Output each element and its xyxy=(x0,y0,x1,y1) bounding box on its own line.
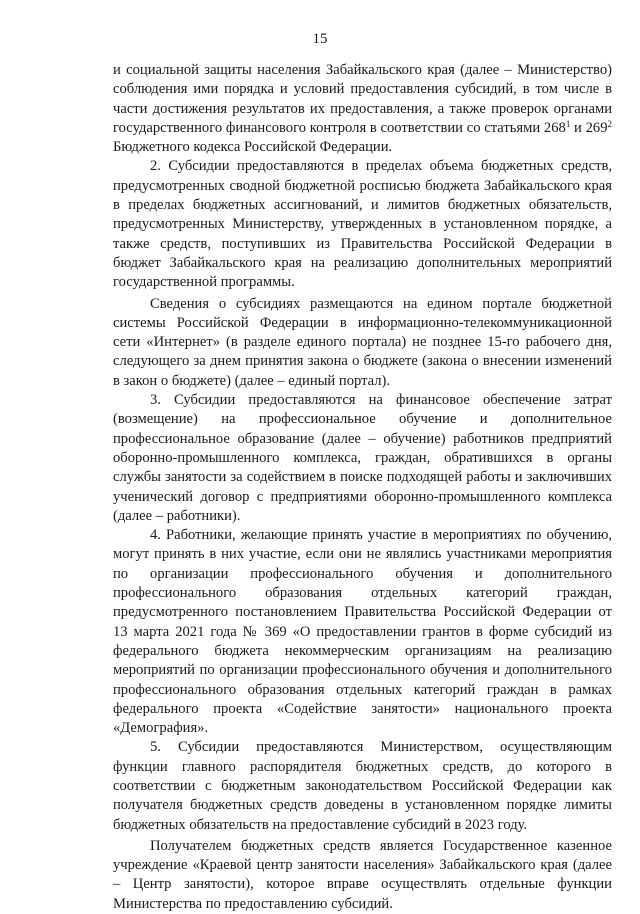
text-run: Бюджетного кодекса Российской Федерации. xyxy=(113,139,393,156)
paragraph-2: 2. Субсидии предоставляются в пределах объема бюджетных средств, предусмотренных сводной бюджетной росписью бюджета Забайкальского края в пределах бюджетных ассигнований, и лимитов бюджетных обязательств, предусмотренных Министерству, утвержденных в установленном порядке, а также средств, поступивших из Правительства Российской Федерации в бюджет Забайкальского края на реализацию дополнительных мероприятий государственной программы. xyxy=(113,158,612,291)
text-run: и социальной защиты населения Забайкальского края (далее – Министерство) соблюдения ими порядка и условий предоставления субсидий, в том числе в части достижения результатов их предоставления, а также проверок органами государственного финансового контроля в соответствии со статьями 268 xyxy=(113,62,612,136)
document-body xyxy=(113,61,612,914)
page-number: 15 xyxy=(312,31,328,47)
paragraph-continuation xyxy=(113,61,612,157)
paragraph-4: 4. Работники, желающие принять участие в мероприятиях по обучению, могут принять в них участие, если они не являлись участниками мероприятия по организации профессионального обучения и дополнительного профессионального образования отдельных категорий граждан, предусмотренного постановлением Правительства Российской Федерации от 13 марта 2021 года № 369 «О предоставлении грантов в форме субсидий из федерального бюджета некоммерческим организациям на реализацию мероприятий по организации профессионального обучения и дополнительного профессионального образования отдельных категорий граждан в рамках федерального проекта «Содействие занятости» национального проекта «Демография». xyxy=(113,527,612,737)
superscript: 2 xyxy=(607,118,612,129)
paragraph-5: 5. Субсидии предоставляются Министерством, осуществляющим функции главного распорядителя бюджетных средств, до которого в соответствии с бюджетным законодательством Российской Федерации как получателя бюджетных средств доведены в установленном порядке лимиты бюджетных обязательств на предоставление субсидий в 2023 году. xyxy=(113,739,612,833)
superscript: 1 xyxy=(565,118,571,129)
paragraph-5-recipient: Получателем бюджетных средств является Государственное казенное учреждение «Краевой центр занятости населения» Забайкальского края (далее – Центр занятости), которое вправе осуществлять отдельные функции Министерства по предоставлению субсидий. xyxy=(113,837,612,912)
paragraph-3: 3. Субсидии предоставляются на финансовое обеспечение затрат (возмещение) на профессиональное обучение и дополнительное профессиональное образование (далее – обучение) работников предприятий оборонно-промышленного комплекса, граждан, обратившихся в органы службы занятости за содействием в поиске подходящей работы и заключивших ученический договор с предприятиями оборонно-промышленного комплекса (далее – работники). xyxy=(113,392,612,524)
text-run: и 269 xyxy=(570,119,608,136)
paragraph-2-portal: Сведения о субсидиях размещаются на едином портале бюджетной системы Российской Федерации в информационно-телекоммуникационной сети «Интернет» (в разделе единого портала) не позднее 15-го рабочего дня, следующего за днем принятия закона о бюджете (закона о внесении изменений в закон о бюджете) (далее – единый портал). xyxy=(113,295,612,389)
